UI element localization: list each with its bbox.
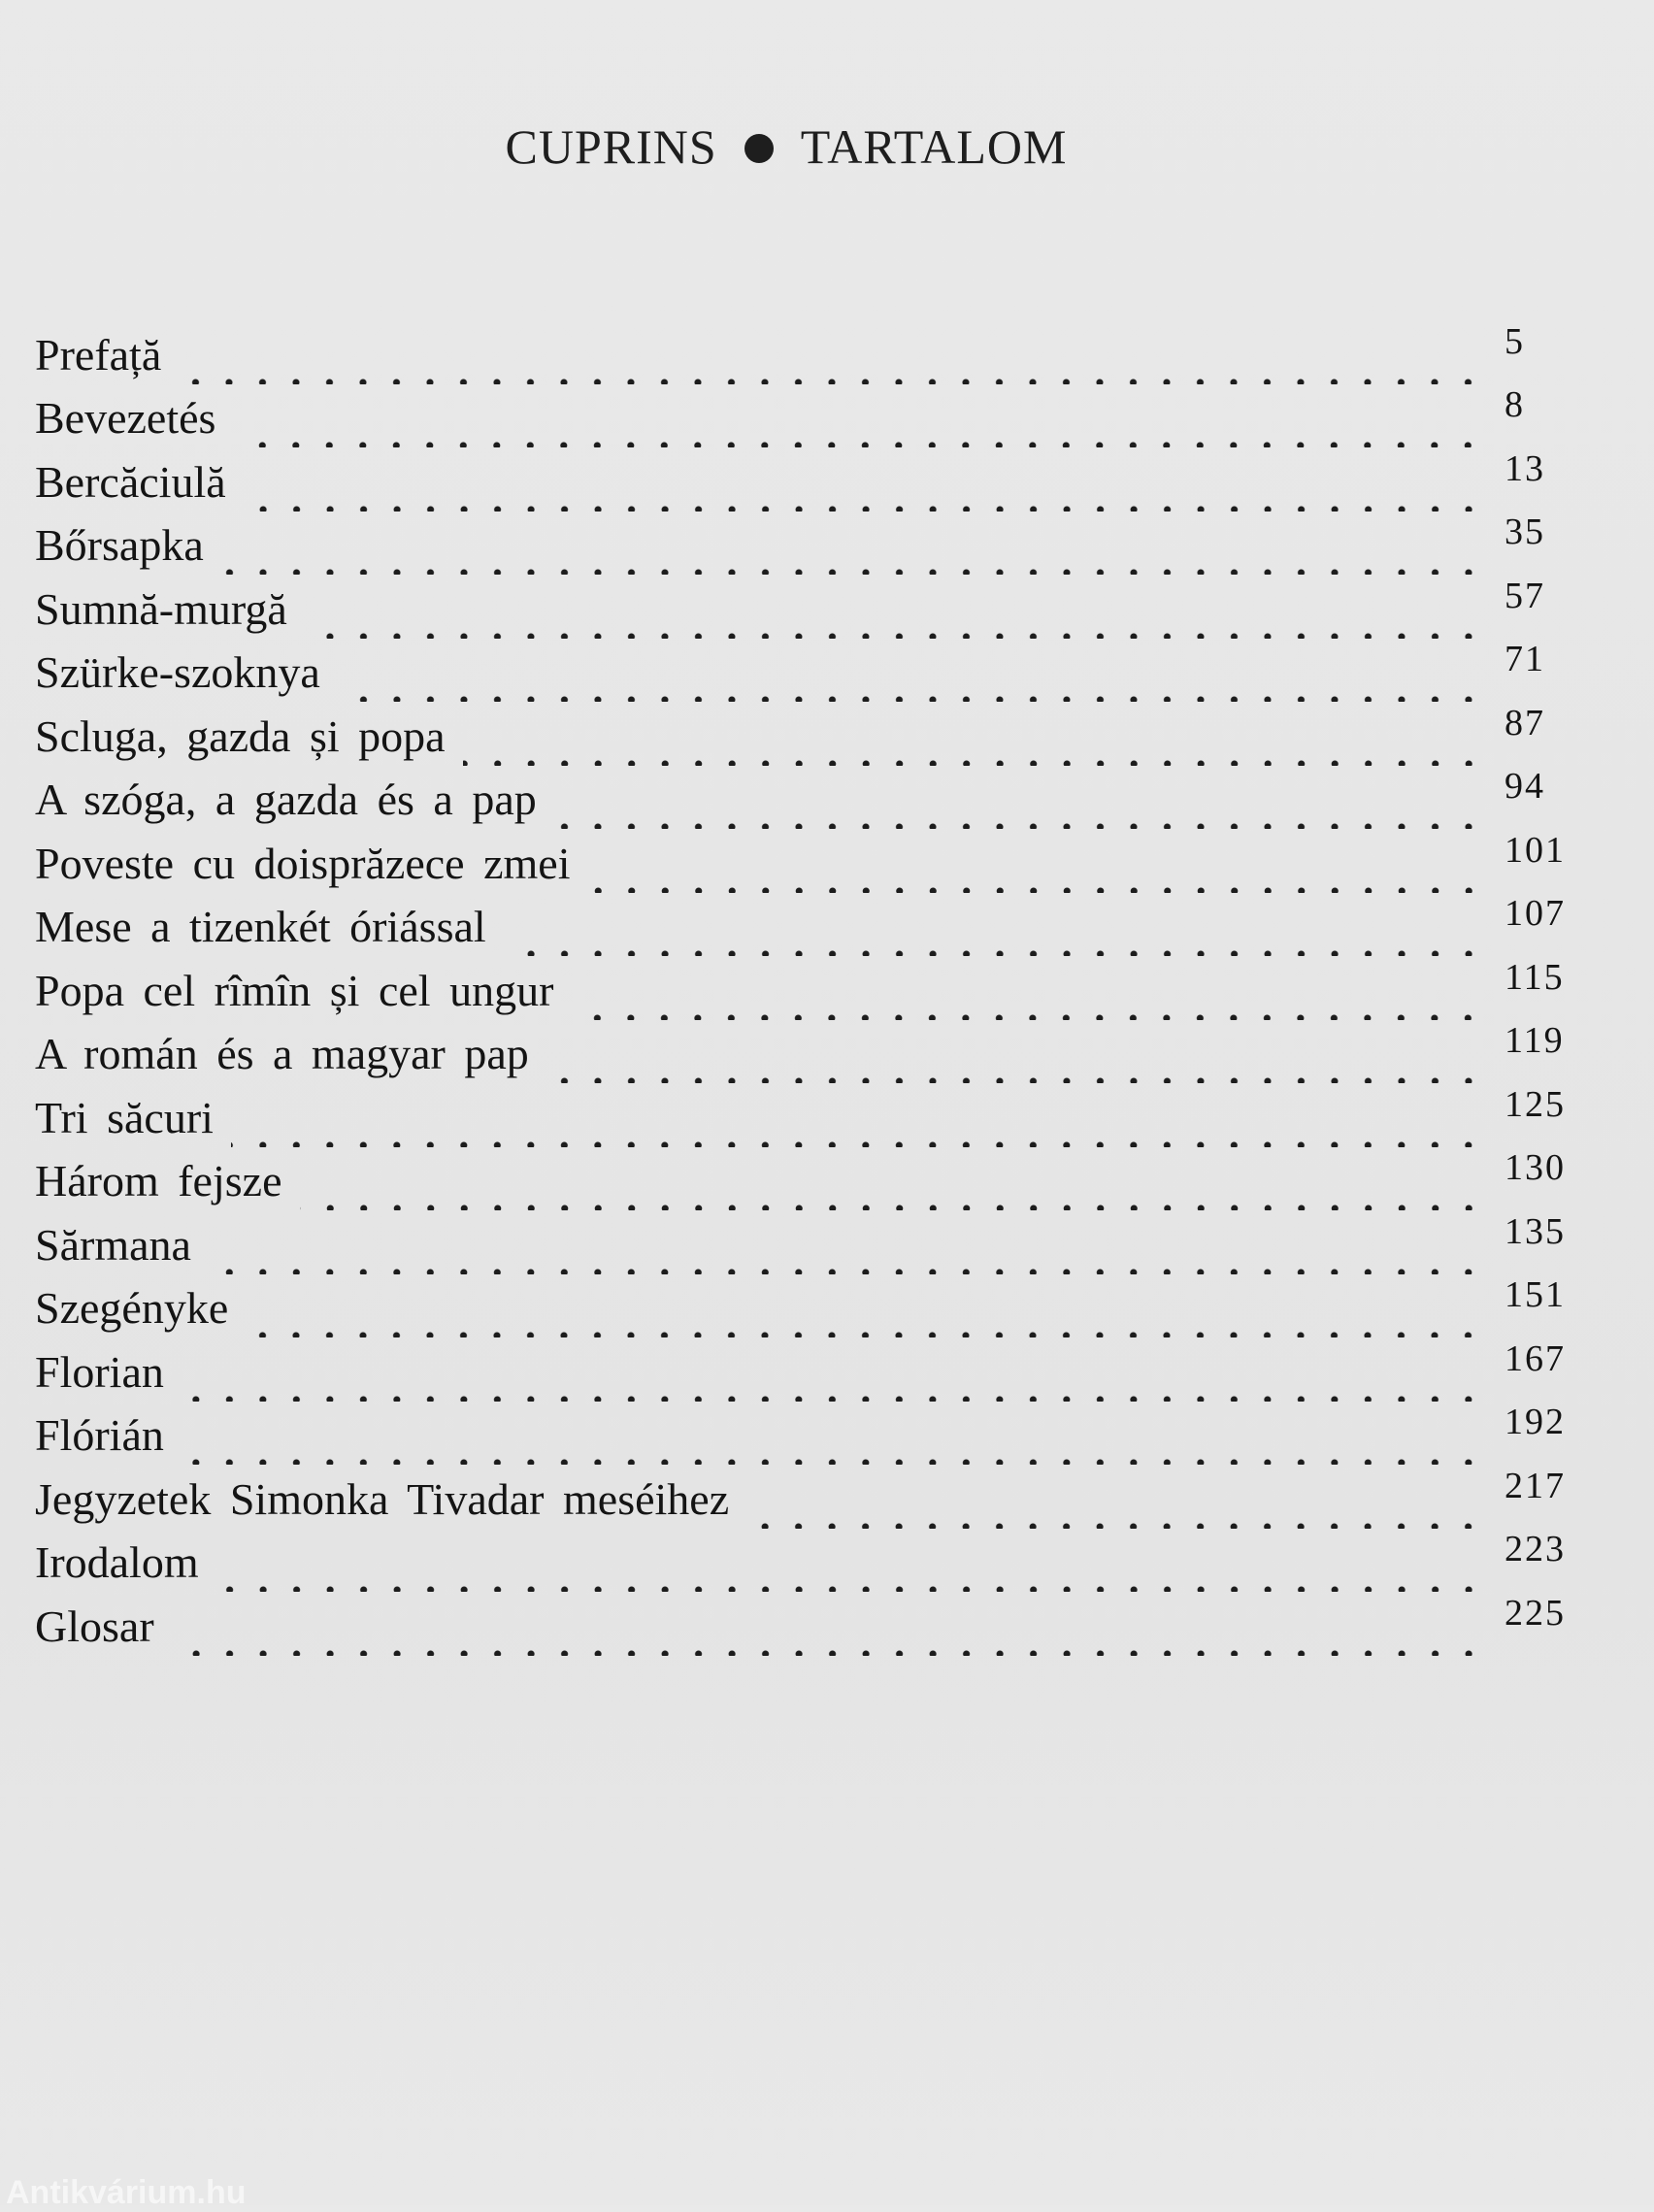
watermark: Antikvárium.hu	[6, 2174, 247, 2211]
toc-entry-title: Irodalom	[35, 1537, 199, 1587]
toc-entry-page: 217	[1505, 1465, 1566, 1506]
toc-entry-title: Sărmana	[35, 1219, 191, 1270]
toc-entry-page: 225	[1505, 1592, 1566, 1634]
toc-entry	[35, 575, 1588, 639]
toc-entry-page: 223	[1505, 1529, 1566, 1569]
dot-leader	[179, 326, 1485, 384]
toc-entry-title: A román és a magyar pap	[35, 1029, 529, 1078]
toc-entry-title: Jegyzetek Simonka Tivadar meséihez	[35, 1473, 730, 1524]
dot-leader	[504, 898, 1485, 956]
toc-entry-title: Scluga, gazda și popa	[35, 710, 446, 761]
dot-leader	[182, 1343, 1485, 1402]
toc-entry-title: A szóga, a gazda és a pap	[35, 775, 537, 824]
toc-entry-page: 167	[1505, 1337, 1566, 1379]
toc-entry	[35, 1020, 1588, 1084]
toc-entry-page: 130	[1505, 1147, 1566, 1188]
toc-entry-page: 192	[1505, 1402, 1566, 1442]
toc-entry	[35, 512, 1588, 576]
toc-entry	[35, 447, 1588, 512]
dot-leader	[233, 389, 1485, 447]
toc-entry-page: 125	[1505, 1083, 1566, 1125]
dot-leader	[246, 1279, 1485, 1337]
toc-entry-title: Tri săcuri	[35, 1092, 214, 1142]
dot-leader	[746, 1470, 1485, 1529]
dot-leader	[305, 580, 1485, 639]
toc-entry-title: Poveste cu doisprăzece zmei	[35, 838, 571, 888]
dot-leader	[244, 453, 1485, 512]
toc-entry	[35, 1147, 1588, 1211]
toc-entry	[35, 956, 1588, 1020]
toc-entry-title: Bercăciulă	[35, 456, 226, 507]
toc-entry-page: 151	[1505, 1274, 1566, 1315]
page-title	[0, 118, 1572, 175]
toc-entry	[35, 1210, 1588, 1274]
toc-entry-title: Glosar	[35, 1601, 154, 1651]
toc-entry-page: 107	[1505, 893, 1566, 934]
toc-entry	[35, 1274, 1588, 1338]
title-left: CUPRINS	[505, 119, 717, 174]
toc-entry-title: Mese a tizenkét óriással	[35, 902, 486, 951]
toc-entry	[35, 320, 1588, 384]
toc-entry	[35, 1465, 1588, 1529]
toc-entry-page: 5	[1505, 320, 1525, 362]
toc-entry-page: 101	[1505, 829, 1566, 871]
toc-entry-page: 119	[1505, 1020, 1565, 1061]
toc-entry	[35, 1402, 1588, 1466]
title-right: TARTALOM	[800, 119, 1068, 174]
dot-leader	[571, 962, 1485, 1020]
toc-entry-title: Sumnă-murgă	[35, 583, 287, 634]
toc-entry-page: 8	[1505, 384, 1525, 425]
toc-entry-title: Bőrsapka	[35, 520, 204, 570]
toc-entry-title: Bevezetés	[35, 393, 216, 443]
toc-entry	[35, 829, 1588, 893]
toc-entry-title: Flórián	[35, 1410, 164, 1460]
dot-leader	[554, 771, 1485, 829]
toc-entry-title: Szürke-szoknya	[35, 647, 320, 697]
toc-entry-title: Szegényke	[35, 1283, 229, 1333]
dot-leader	[463, 708, 1485, 766]
toc-entry	[35, 1337, 1588, 1402]
toc-entry-title: Florian	[35, 1346, 164, 1397]
toc-entry-page: 94	[1505, 766, 1545, 807]
dot-leader	[221, 516, 1485, 575]
dot-leader	[300, 1152, 1486, 1210]
toc-entry-page: 35	[1505, 512, 1545, 552]
toc-entry-title: Prefață	[35, 329, 162, 380]
toc-entry	[35, 639, 1588, 703]
toc-entry	[35, 766, 1588, 830]
toc-entry-page: 135	[1505, 1210, 1566, 1252]
dot-leader	[338, 644, 1485, 702]
toc-entry-page: 115	[1505, 956, 1565, 998]
toc-entry	[35, 893, 1588, 957]
dot-leader	[588, 835, 1486, 893]
toc-entry-page: 13	[1505, 447, 1545, 489]
dot-leader	[209, 1216, 1485, 1274]
toc-entry-title: Három fejsze	[35, 1156, 282, 1205]
toc-entry-title: Popa cel rîmîn și cel ungur	[35, 965, 554, 1015]
toc-entry	[35, 384, 1588, 448]
dot-leader	[546, 1025, 1485, 1083]
toc-entry	[35, 1529, 1588, 1593]
dot-leader	[216, 1534, 1485, 1592]
toc-entry	[35, 1592, 1588, 1656]
toc-entry-page: 71	[1505, 639, 1545, 679]
toc-entry-page: 57	[1505, 575, 1545, 616]
dot-leader	[231, 1089, 1485, 1147]
toc-entry	[35, 1083, 1588, 1147]
dot-leader	[182, 1406, 1485, 1465]
table-of-contents	[35, 320, 1588, 1656]
bullet-separator-icon	[744, 134, 774, 163]
dot-leader	[172, 1598, 1485, 1656]
toc-entry	[35, 702, 1588, 766]
toc-entry-page: 87	[1505, 702, 1545, 743]
